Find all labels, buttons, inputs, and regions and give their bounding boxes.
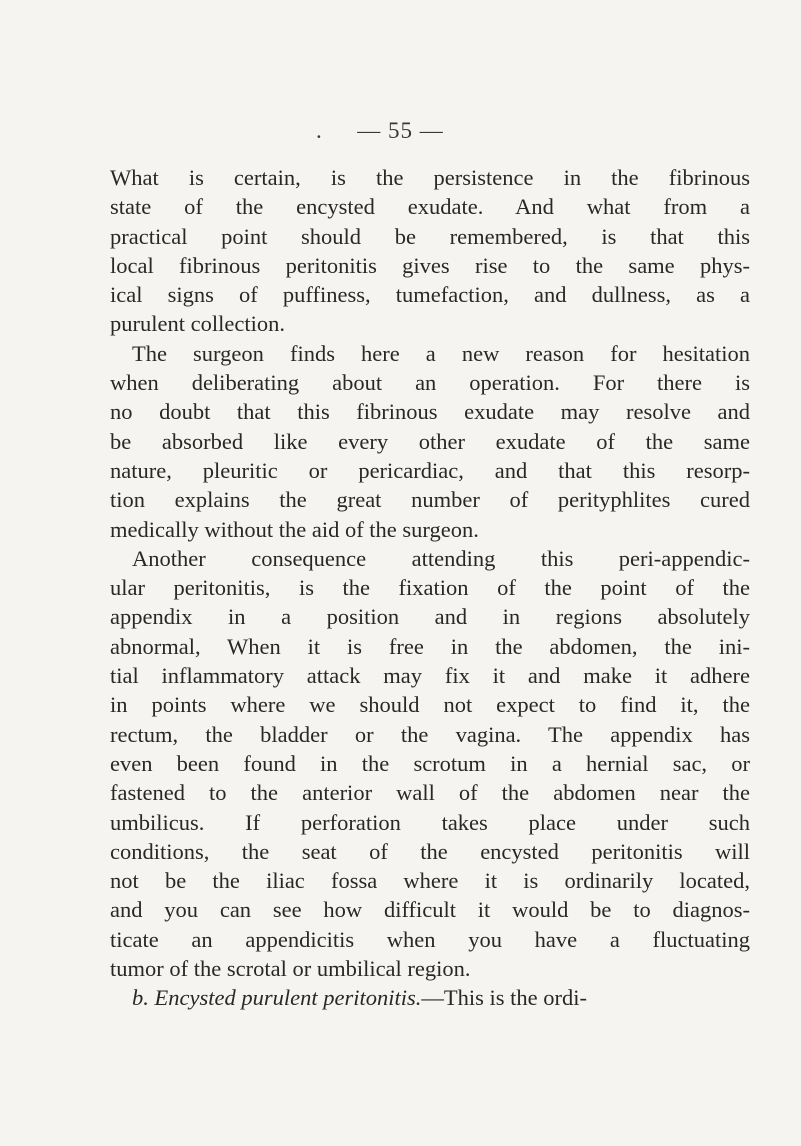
- text-line: purulent collection.: [110, 311, 285, 337]
- section-heading-line: [110, 983, 750, 1012]
- text-line: tumor of the scrotal or umbilical region.: [110, 956, 471, 982]
- section-text: —This is the ordi-: [421, 985, 587, 1011]
- text-line: medically without the aid of the surgeon.: [110, 516, 479, 542]
- page-mark: .: [316, 118, 322, 143]
- text-line: even been found in the scrotum in a hernial sac, or: [110, 750, 750, 776]
- text-line: ical signs of puffiness, tumefaction, and dullness, as a: [110, 282, 750, 308]
- text-line: abnormal, When it is free in the abdomen, the ini-: [110, 633, 750, 659]
- text-line: in points where we should not expect to find it, the: [110, 692, 750, 718]
- text-line: local fibrinous peritonitis gives rise to the same phys-: [110, 252, 750, 278]
- text-line: when deliberating about an operation. For there is: [110, 370, 750, 396]
- text-line: tion explains the great number of perityphlites cured: [110, 487, 750, 513]
- text-line: ular peritonitis, is the fixation of the point of the: [110, 575, 750, 601]
- text-line: be absorbed like every other exudate of the same: [110, 428, 750, 454]
- text-line: Another consequence attending this peri-appendic-: [132, 545, 750, 571]
- text-line: practical point should be remembered, is that this: [110, 223, 750, 249]
- text-line: state of the encysted exudate. And what from a: [110, 194, 750, 220]
- text-line: ticate an appendicitis when you have a fluctuating: [110, 926, 750, 952]
- text-line: What is certain, is the persistence in the fibrinous: [110, 165, 750, 190]
- text-line: appendix in a position and in regions absolutely: [110, 604, 750, 630]
- text-line: and you can see how difficult it would be to diagnos-: [110, 897, 750, 923]
- page-number: — 55 —: [357, 118, 444, 143]
- text-line: not be the iliac fossa where it is ordinarily located,: [110, 868, 750, 894]
- text-line: no doubt that this fibrinous exudate may resolve and: [110, 399, 750, 425]
- text-line: conditions, the seat of the encysted peritonitis will: [110, 838, 750, 864]
- text-line: rectum, the bladder or the vagina. The appendix has: [110, 721, 750, 747]
- section-heading: b. Encysted purulent peritonitis.: [132, 985, 422, 1011]
- text-line: tial inflammatory attack may fix it and make it adhere: [110, 663, 750, 689]
- text-line: umbilicus. If perforation takes place under such: [110, 809, 750, 835]
- text-line: nature, pleuritic or pericardiac, and that this resorp-: [110, 457, 750, 483]
- body-text: [110, 163, 750, 1013]
- text-line: The surgeon finds here a new reason for hesitation: [132, 340, 750, 366]
- text-line: fastened to the anterior wall of the abdomen near the: [110, 780, 750, 806]
